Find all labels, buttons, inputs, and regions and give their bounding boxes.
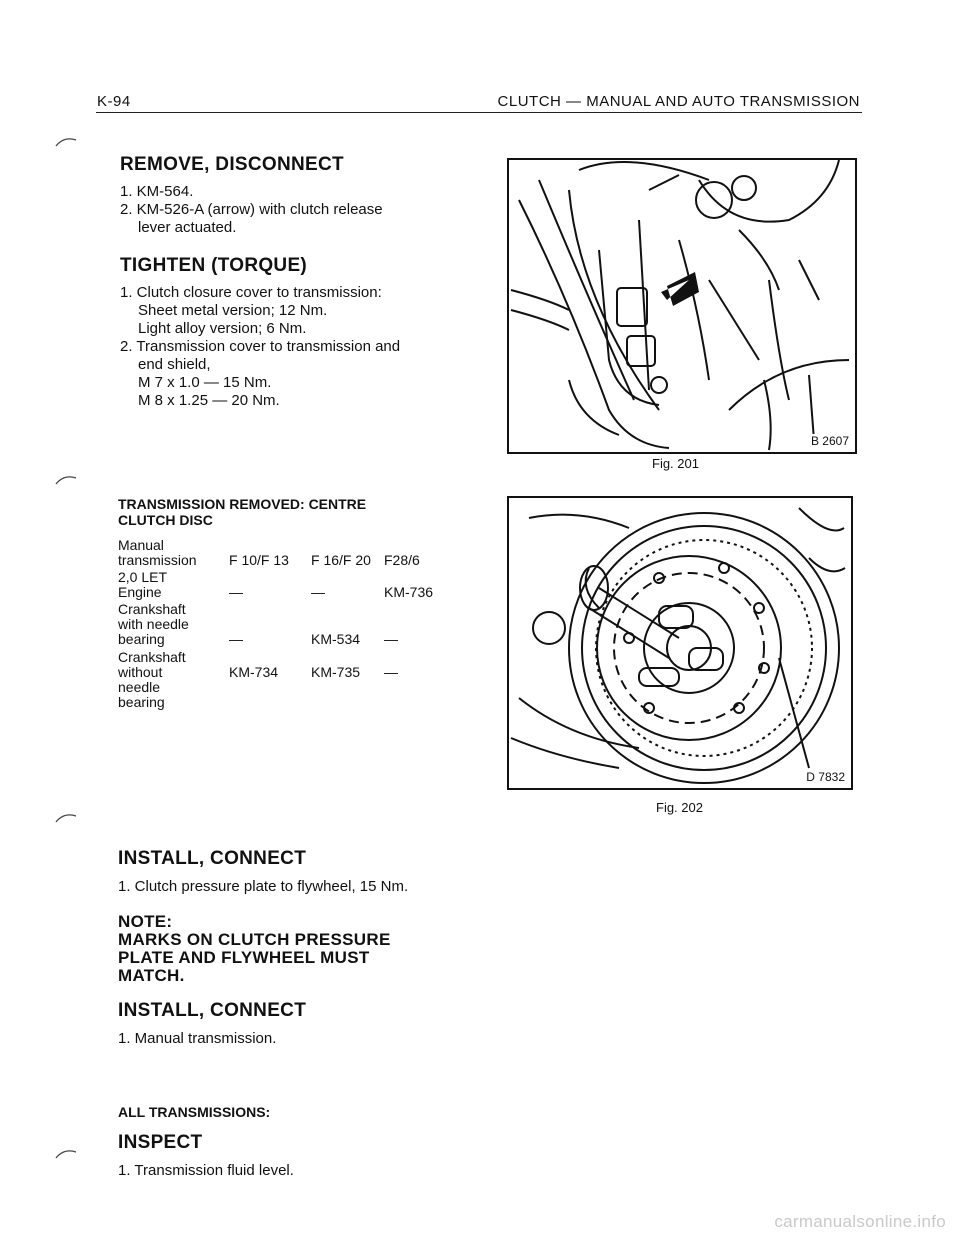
table-cell: KM-734 [229,664,279,680]
table-cell: — [384,631,398,647]
install-connect-heading: INSTALL, CONNECT [118,1000,307,1021]
note-line: NOTE: [118,912,173,931]
table-cell: — [311,584,325,600]
margin-mark [54,1148,78,1160]
table-cell: — [384,664,398,680]
page-number: K-94 [97,93,131,110]
figure-code: D 7832 [806,770,845,784]
table-cell: F 10/F 13 [229,552,289,568]
table-cell: — [229,631,243,647]
all-transmissions-heading: ALL TRANSMISSIONS: [118,1104,271,1120]
tighten-line: M 7 x 1.0 — 15 Nm. [138,374,272,391]
margin-mark [54,474,78,486]
tighten-line: 1. Clutch closure cover to transmission: [120,284,382,301]
table-row-label: needle [118,679,161,695]
clutch-release-lever-drawing [509,160,855,452]
remove-disconnect-heading: REMOVE, DISCONNECT [120,154,344,175]
table-row-label: transmission [118,552,197,568]
margin-mark [54,812,78,824]
install-connect-heading: INSTALL, CONNECT [118,848,307,869]
note-line: MARKS ON CLUTCH PRESSURE [118,930,391,949]
table-cell: F 16/F 20 [311,552,371,568]
clutch-disc-centering-drawing [509,498,851,788]
table-row-label: bearing [118,631,165,647]
tighten-line: Light alloy version; 6 Nm. [138,320,307,337]
table-row-label: 2,0 LET [118,569,168,585]
table-cell: — [229,584,243,600]
install-item: 1. Manual transmission. [118,1030,277,1047]
header-rule [96,112,862,113]
table-row-label: bearing [118,694,165,710]
figure-caption: Fig. 201 [652,456,699,471]
figure-202-illustration [507,496,853,790]
remove-item: 2. KM-526-A (arrow) with clutch release [120,201,383,218]
table-cell: KM-735 [311,664,361,680]
table-heading: CLUTCH DISC [118,512,213,528]
margin-mark [54,136,78,148]
tighten-torque-heading: TIGHTEN (TORQUE) [120,255,308,276]
table-heading: TRANSMISSION REMOVED: CENTRE [118,496,367,512]
inspect-item: 1. Transmission fluid level. [118,1162,294,1179]
table-cell: F28/6 [384,552,420,568]
figure-caption: Fig. 202 [656,800,703,815]
table-row-label: Crankshaft [118,601,186,617]
table-cell: KM-534 [311,631,361,647]
watermark-text: carmanualsonline.info [774,1212,946,1231]
table-cell: KM-736 [384,584,434,600]
figure-code: B 2607 [810,434,849,448]
note-line: MATCH. [118,966,185,985]
note-line: PLATE AND FLYWHEEL MUST [118,948,370,967]
figure-201-illustration [507,158,857,454]
table-row-label: Manual [118,537,164,553]
install-item: 1. Clutch pressure plate to flywheel, 15 Nm. [118,878,409,895]
tighten-line: 2. Transmission cover to transmission and [120,338,401,355]
inspect-heading: INSPECT [118,1132,203,1153]
table-row-label: Crankshaft [118,649,186,665]
tighten-line: M 8 x 1.25 — 20 Nm. [138,392,280,409]
remove-item: lever actuated. [138,219,237,236]
tighten-line: Sheet metal version; 12 Nm. [138,302,328,319]
table-row-label: without [118,664,163,680]
table-row-label: with needle [118,616,189,632]
remove-item: 1. KM-564. [120,183,194,200]
page-header-title: CLUTCH — MANUAL AND AUTO TRANSMISSION [497,93,860,110]
tighten-line: end shield, [138,356,211,373]
table-row-label: Engine [118,584,162,600]
